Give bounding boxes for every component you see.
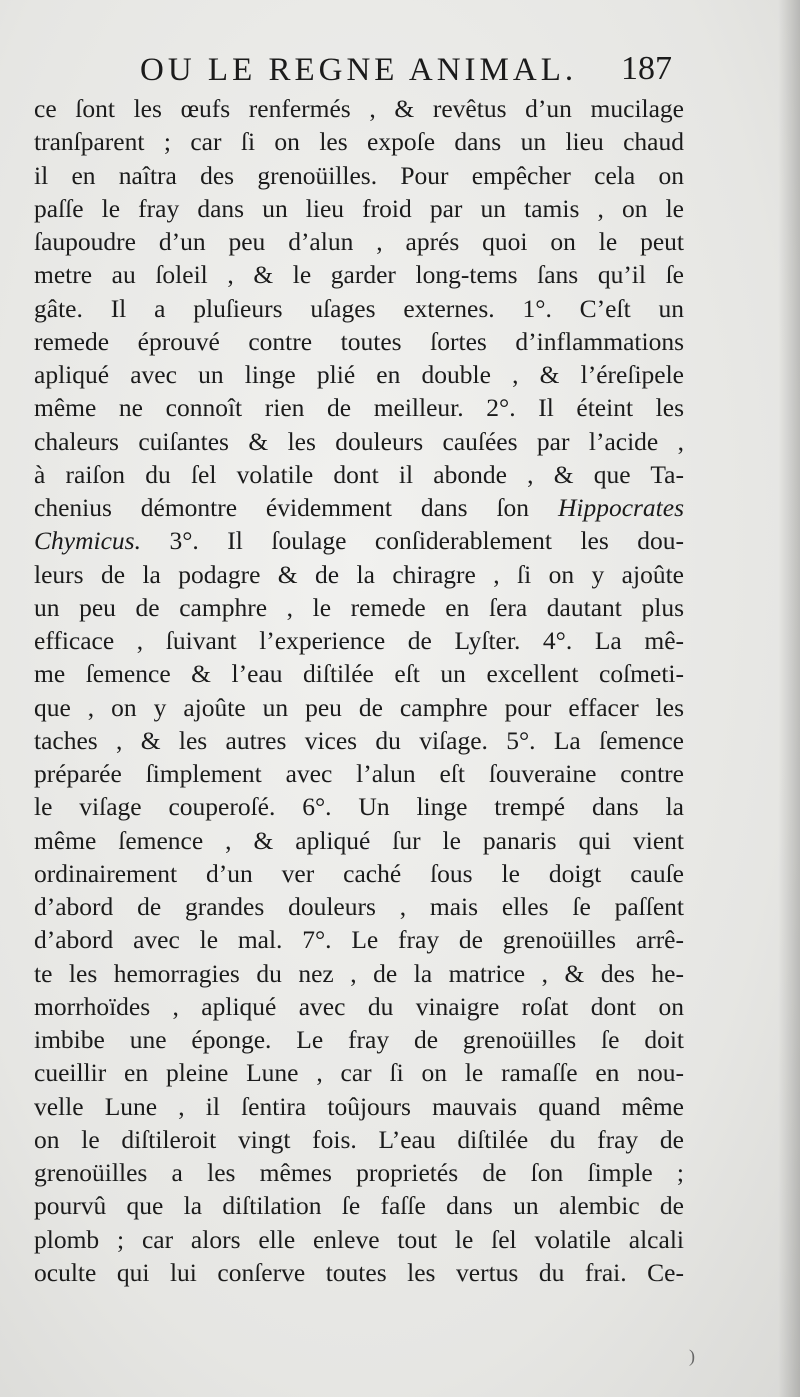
- text-line: [34, 1056, 684, 1089]
- line-text: pourvû que la diſtilation ſe faſſe dans un alembic de: [34, 1191, 684, 1221]
- line-text: morrhoïdes , apliqué avec du vinaigre roſat dont on: [34, 991, 684, 1021]
- text-line: [34, 225, 684, 258]
- line-text: oculte qui lui conſerve toutes les vertus du frai. Ce-: [34, 1257, 684, 1287]
- line-text: plomb ; car alors elle enleve tout le ſel volatile alcali: [34, 1224, 684, 1254]
- body-text: [34, 92, 684, 1289]
- text-line: [34, 957, 684, 990]
- line-text: gâte. Il a pluſieurs uſages externes. 1°. C’eſt un: [34, 293, 684, 323]
- line-text: efficace , ſuivant l’experience de Lyſter. 4°. La mê-: [34, 626, 684, 655]
- text-line: [34, 890, 684, 923]
- text-line: [34, 790, 684, 823]
- text-line: [34, 1156, 684, 1189]
- text-line: [34, 558, 684, 591]
- text-line: [34, 325, 684, 358]
- line-text: metre au ſoleil , & le garder long-tems ſans qu’il ſe: [34, 260, 684, 290]
- text-line: [34, 125, 684, 158]
- line-text: que , on y ajoûte un peu de camphre pour effacer les: [34, 692, 684, 722]
- text-line: [34, 1256, 684, 1289]
- italic-text: Hippocrates: [557, 493, 685, 522]
- page-number: 187: [621, 50, 672, 87]
- line-text: velle Lune , il ſentira toûjours mauvais quand même: [34, 1091, 684, 1121]
- text-line: [34, 425, 684, 458]
- text-line: [34, 458, 684, 491]
- text-line: [34, 524, 684, 557]
- page-header: [140, 52, 680, 92]
- text-line: [34, 724, 684, 757]
- text-line: [34, 491, 684, 524]
- line-text: tranſparent ; car ſi on les expoſe dans un lieu chaud: [34, 127, 684, 157]
- line-text: me ſemence & l’eau diſtilée eſt un excellent coſmeti-: [34, 659, 684, 689]
- line-text: même ne connoît rien de meilleur. 2°. Il éteint les: [34, 393, 684, 423]
- line-text: paſſe le fray dans un lieu froid par un tamis , on le: [34, 193, 684, 223]
- line-text: chenius démontre évidemment dans ſon: [34, 493, 530, 522]
- text-line: [34, 624, 684, 657]
- line-text: un peu de camphre , le remede en ſera dautant plus: [34, 592, 684, 622]
- line-text: cueillir en pleine Lune , car ſi on le ramaſſe en nou-: [34, 1058, 684, 1088]
- text-line: [34, 990, 684, 1023]
- text-line: [34, 258, 684, 291]
- running-head: OU LE REGNE ANIMAL.: [140, 52, 578, 88]
- text-line: [34, 591, 684, 624]
- line-text: leurs de la podagre & de la chiragre , ſi on y ajoûte: [34, 559, 684, 589]
- line-text: apliqué avec un linge plié en double , & l’éreſipele: [34, 360, 684, 389]
- page-edge-shadow: [778, 0, 800, 1397]
- text-line: [34, 92, 684, 125]
- text-line: [34, 1123, 684, 1156]
- text-line: [34, 691, 684, 724]
- line-text: d’abord avec le mal. 7°. Le fray de grenoüilles arrê-: [34, 925, 684, 955]
- text-line: [34, 1090, 684, 1123]
- line-text: préparée ſimplement avec l’alun eſt ſouveraine contre: [34, 759, 684, 788]
- text-line: [34, 192, 684, 225]
- line-text: d’abord de grandes douleurs , mais elles ſe paſſent: [34, 892, 684, 921]
- text-line: [34, 824, 684, 857]
- text-line: [34, 1189, 684, 1222]
- line-text: taches , & les autres vices du viſage. 5°. La ſemence: [34, 725, 684, 755]
- line-text: chaleurs cuiſantes & les douleurs cauſées par l’acide ,: [34, 426, 684, 456]
- text-line: [34, 657, 684, 690]
- text-line: [34, 857, 684, 890]
- text-line: [34, 1223, 684, 1256]
- italic-text: Chymicus.: [34, 526, 141, 556]
- text-line: [34, 391, 684, 424]
- text-line: [34, 757, 684, 790]
- line-text: grenoüilles a les mêmes proprietés de ſon ſimple ;: [34, 1158, 684, 1187]
- line-text: ſaupoudre d’un peu d’alun , aprés quoi on le peut: [34, 227, 684, 256]
- line-text: te les hemorragies du nez , de la matrice , & des he-: [34, 958, 684, 988]
- line-text: il en naîtra des grenoüilles. Pour empêcher cela on: [34, 160, 684, 190]
- line-text: le viſage couperoſé. 6°. Un linge trempé dans la: [34, 792, 684, 822]
- text-line: [34, 292, 684, 325]
- line-text: même ſemence , & apliqué ſur le panaris qui vient: [34, 825, 684, 855]
- line-text: ce ſont les œufs renfermés , & revêtus d’un mucilage: [34, 94, 684, 123]
- line-text: à raiſon du ſel volatile dont il abonde , & que Ta-: [34, 459, 684, 489]
- line-text: imbibe une éponge. Le fray de grenoüilles ſe doit: [34, 1025, 684, 1054]
- line-text: remede éprouvé contre toutes ſortes d’inflammations: [34, 326, 684, 356]
- text-line: [34, 358, 684, 391]
- text-line: [34, 159, 684, 192]
- line-text: 3°. Il ſoulage conſiderablement les dou-: [169, 526, 685, 556]
- line-text: on le diſtileroit vingt fois. L’eau diſtilée du fray de: [34, 1124, 684, 1154]
- text-line: [34, 1023, 684, 1056]
- text-line: [34, 923, 684, 956]
- line-text: ordinairement d’un ver caché ſous le doigt cauſe: [34, 858, 684, 888]
- margin-mark: ): [689, 1346, 695, 1366]
